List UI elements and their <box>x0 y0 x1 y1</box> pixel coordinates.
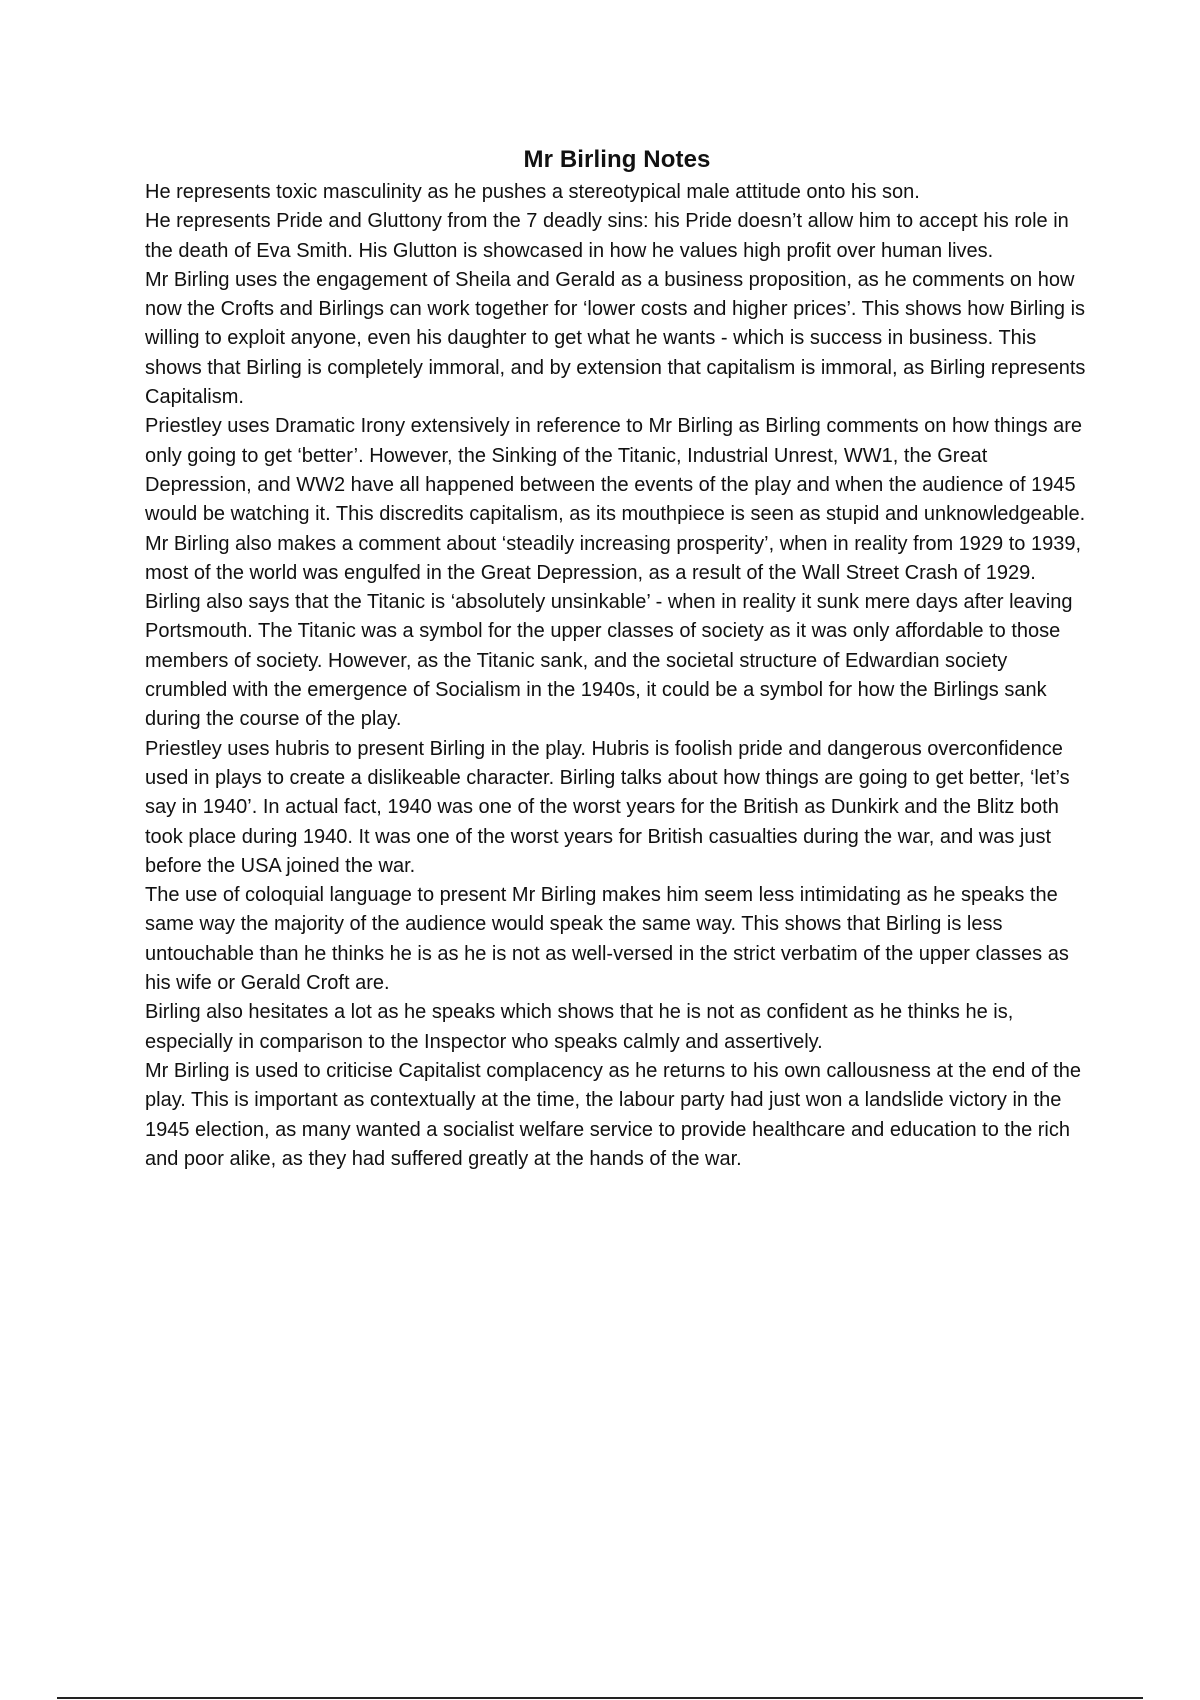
paragraph-capitalist-complacency: Mr Birling is used to criticise Capitalist complacency as he returns to his own callousness at the end of the play. This is important as contextually at the time, the labour party had just won a landslide victory in the 1945 election, as many wanted a socialist welfare service to provide healthcare and education to the rich and poor alike, as they had suffered greatly at the hands of the war. <box>145 1059 1081 1170</box>
paragraph-hesitation: Birling also hesitates a lot as he speaks which shows that he is not as confident as he thinks he is, especially in comparison to the Inspector who speaks calmly and assertively. <box>145 1001 1014 1053</box>
paragraph-toxic-masculinity: He represents toxic masculinity as he pushes a stereotypical male attitude onto his son. <box>145 181 920 203</box>
paragraph-hubris: Priestley uses hubris to present Birling in the play. Hubris is foolish pride and dangerous overconfidence used in plays to create a dislikeable character. Birling talks about how things are going to get better, ‘let’s say in 1940’. In actual fact, 1940 was one of the worst years for the British as Dunkirk and the Blitz both took place during 1940. It was one of the worst years for British casualties during the war, and was just before the USA joined the war. <box>145 737 1070 877</box>
document-body <box>145 178 1093 1174</box>
paragraph-colloquial-language: The use of coloquial language to present Mr Birling makes him seem less intimidating as he speaks the same way the majority of the audience would speak the same way. This shows that Birling is less untouchable than he thinks he is as he is not as well-versed in the strict verbatim of the upper classes as his wife or Gerald Croft are. <box>145 884 1069 995</box>
document-title: Mr Birling Notes <box>523 146 711 173</box>
page-divider <box>57 1697 1143 1699</box>
paragraph-dramatic-irony: Priestley uses Dramatic Irony extensively in reference to Mr Birling as Birling comments on how things are only going to get ‘better’. However, the Sinking of the Titanic, Industrial Unrest, WW1, the Great Depression, and WW2 have all happened between the events of the play and when the audience of 1945 would be watching it. This discredits capitalism, as its mouthpiece is seen as stupid and unknowledgeable. Mr Birling also makes a comment about ‘steadily increasing prosperity’, when in reality from 1929 to 1939, most of the world was engulfed in the Great Depression, as a result of the Wall Street Crash of 1929. <box>145 415 1086 584</box>
paragraph-engagement-business: Mr Birling uses the engagement of Sheila and Gerald as a business proposition, as he comments on how now the Crofts and Birlings can work together for ‘lower costs and higher prices’. This shows how Birling is willing to exploit anyone, even his daughter to get what he wants - which is success in business. This shows that Birling is completely immoral, and by extension that capitalism is immoral, as Birling represents Capitalism. <box>145 268 1086 409</box>
paragraph-titanic: Birling also says that the Titanic is ‘absolutely unsinkable’ - when in reality it sunk mere days after leaving Portsmouth. The Titanic was a symbol for the upper classes of society as it was only affordable to those members of society. However, as the Titanic sank, and the societal structure of Edwardian society crumbled with the emergence of Socialism in the 1940s, it could be a symbol for how the Birlings sank during the course of the play. <box>145 591 1073 731</box>
paragraph-pride-gluttony: He represents Pride and Gluttony from the 7 deadly sins: his Pride doesn’t allow him to accept his role in the death of Eva Smith. His Glutton is showcased in how he values high profit over human lives. <box>145 210 1069 262</box>
